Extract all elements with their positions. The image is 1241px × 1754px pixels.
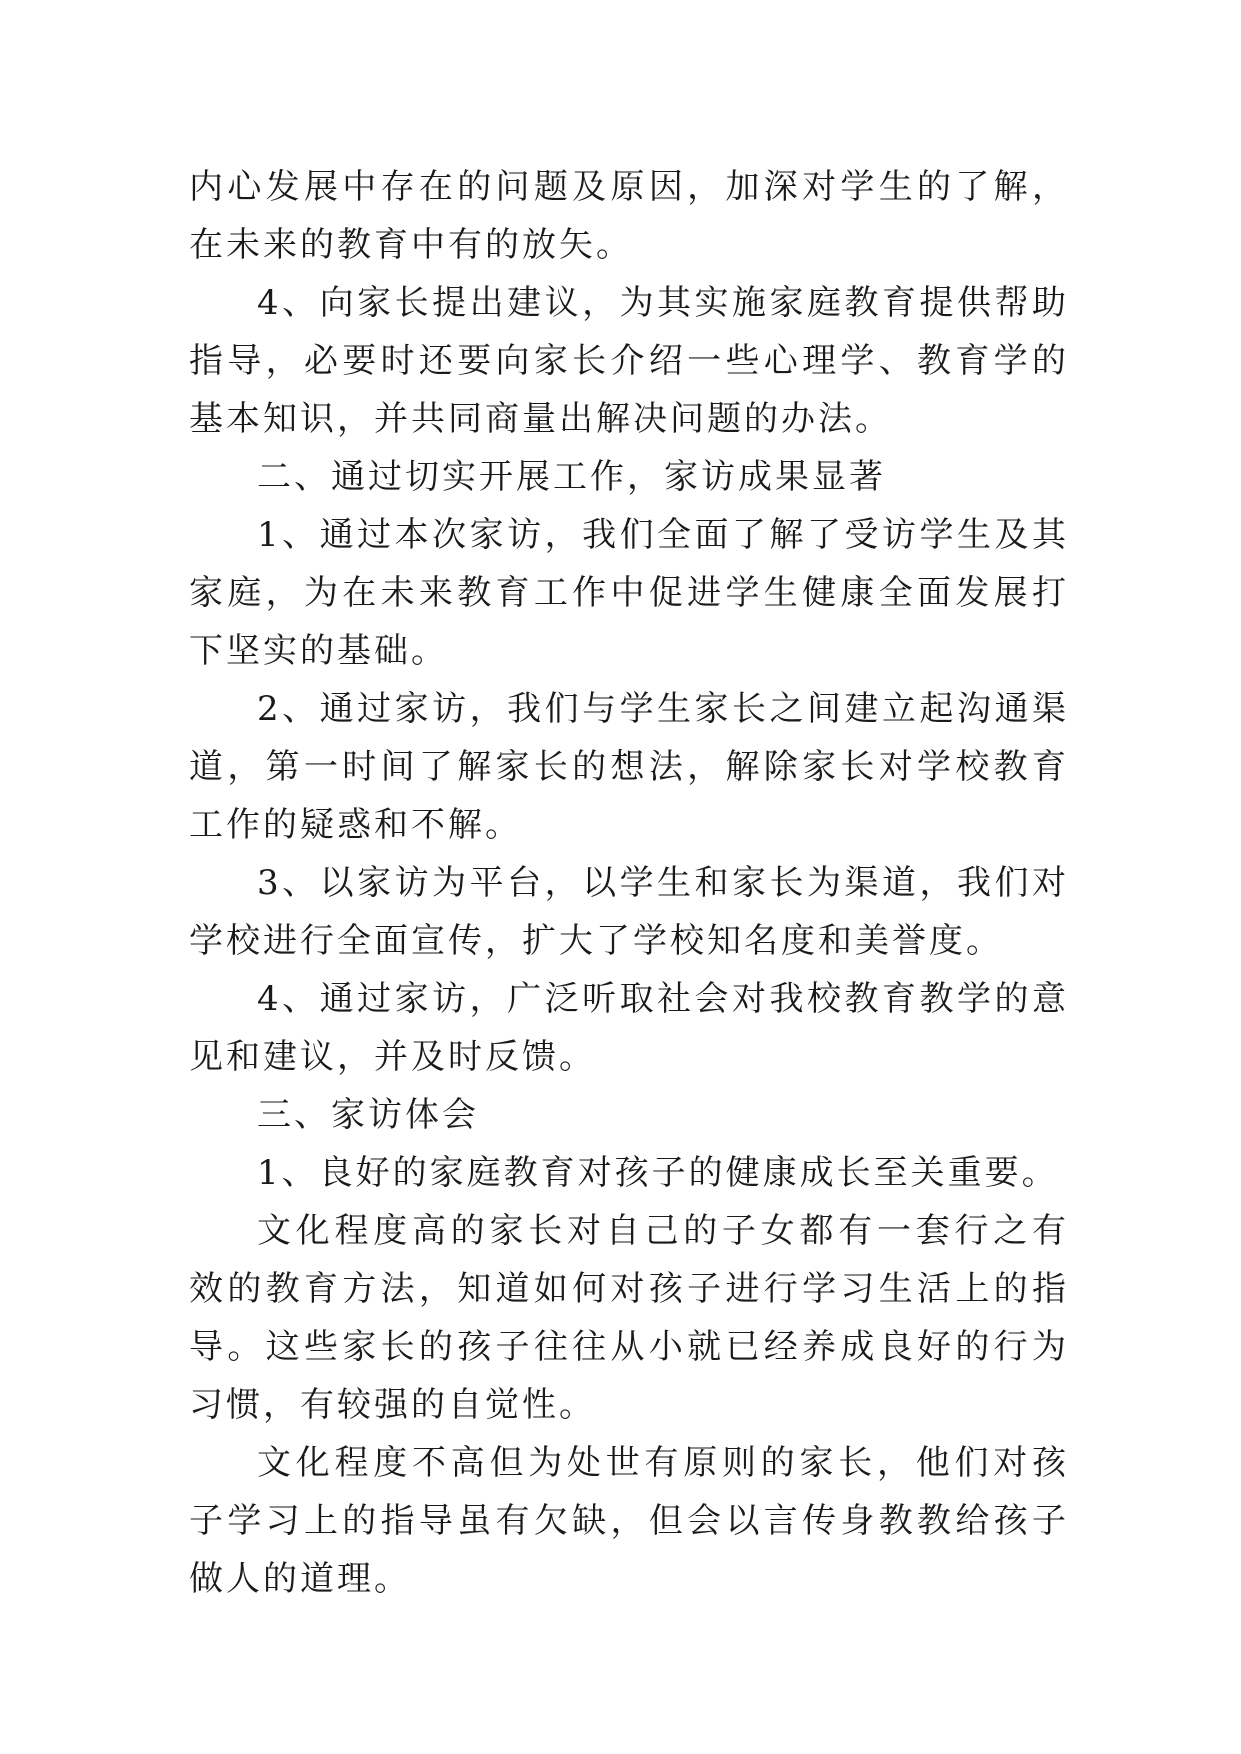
paragraph-4: 2、通过家访，我们与学生家长之间建立起沟通渠道，第一时间了解家长的想法，解除家长对学校教育工作的疑惑和不解。	[189, 689, 1069, 845]
section-heading-2: 二、通过切实开展工作，家访成果显著	[257, 457, 886, 497]
paragraph-9: 文化程度不高但为处世有原则的家长，他们对孩子学习上的指导虽有欠缺，但会以言传身教教给孩子做人的道理。	[189, 1443, 1069, 1599]
paragraph-2: 4、向家长提出建议，为其实施家庭教育提供帮助指导，必要时还要向家长介绍一些心理学、教育学的基本知识，并共同商量出解决问题的办法。	[189, 283, 1069, 439]
paragraph-8: 文化程度高的家长对自己的子女都有一套行之有效的教育方法，知道如何对孩子进行学习生活上的指导。这些家长的孩子往往从小就已经养成良好的行为习惯，有较强的自觉性。	[189, 1211, 1069, 1425]
section-heading-3: 三、家访体会	[257, 1095, 479, 1135]
paragraph-1: 内心发展中存在的问题及原因，加深对学生的了解，在未来的教育中有的放矢。	[189, 167, 1069, 265]
paragraph-3: 1、通过本次家访，我们全面了解了受访学生及其家庭，为在未来教育工作中促进学生健康全面发展打下坚实的基础。	[189, 515, 1069, 671]
document-body	[189, 158, 1069, 1608]
paragraph-5: 3、以家访为平台，以学生和家长为渠道，我们对学校进行全面宣传，扩大了学校知名度和美誉度。	[189, 863, 1069, 961]
paragraph-7: 1、良好的家庭教育对孩子的健康成长至关重要。	[257, 1153, 1059, 1193]
paragraph-6: 4、通过家访，广泛听取社会对我校教育教学的意见和建议，并及时反馈。	[189, 979, 1069, 1077]
